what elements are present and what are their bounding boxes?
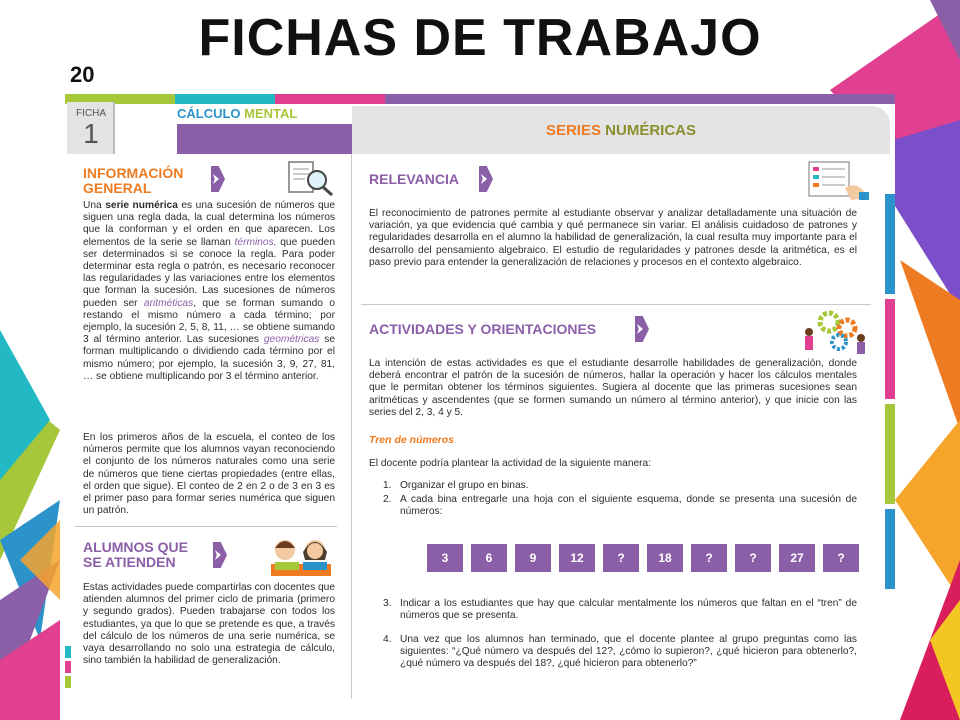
train-car: ? bbox=[691, 544, 727, 572]
relevancia-heading: RELEVANCIA bbox=[369, 171, 459, 187]
tren-subheading: Tren de números bbox=[369, 434, 454, 446]
train-car: 27 bbox=[779, 544, 815, 572]
worksheet-page bbox=[65, 94, 895, 707]
divider bbox=[75, 526, 337, 527]
chevron-right-icon bbox=[213, 542, 227, 568]
chevron-right-icon bbox=[479, 166, 493, 192]
ficha-number: 1 bbox=[83, 118, 99, 149]
color-top-bar bbox=[65, 94, 895, 104]
checklist-hand-icon bbox=[805, 158, 871, 202]
train-car: ? bbox=[823, 544, 859, 572]
left-color-marks bbox=[65, 646, 71, 691]
train-car: ? bbox=[735, 544, 771, 572]
ficha-label: FICHA bbox=[76, 108, 106, 119]
alumnos-text: Estas actividades puede compartirlas con docentes que atienden alumnos del primer ciclo de primaria (primero y segundo grados). Pueden trabajarse con todos los estudiantes, ya que lo que se pretende es que, a través del cálculo de los números de una serie numérica, se vaya desarrollando no solo una estrategia de cálculo, sino también la habilidad de generalización. bbox=[83, 582, 336, 667]
actividades-intro: El docente podría plantear la actividad de la siguiente manera: bbox=[369, 458, 652, 469]
chevron-right-icon bbox=[635, 316, 649, 342]
ficha-badge bbox=[67, 102, 115, 154]
train-car: 6 bbox=[471, 544, 507, 572]
series-title: SERIES NUMÉRICAS bbox=[545, 122, 697, 139]
purple-band bbox=[177, 124, 352, 154]
list-item: 4. Una vez que los alumnos han terminado, que el docente plantee al grupo preguntas como las siguientes: “¿Qué número va después del 12?, ¿cómo lo supieron?, ¿qué hicieron para obtenerlo?, ¿qué número va después del 18?, ¿qué hicieron para obtenerlo?” bbox=[383, 634, 857, 670]
train-car: 12 bbox=[559, 544, 595, 572]
gears-people-icon bbox=[799, 308, 871, 358]
divider bbox=[361, 304, 871, 305]
info-heading: INFORMACIÓN GENERAL bbox=[83, 165, 184, 196]
slide-title: FICHAS DE TRABAJO bbox=[198, 9, 762, 67]
info-paragraph-1: Una serie numérica es una sucesión de números que siguen una regla dada, la cual determina los números que la conforman y el orden en que aparecen. Los elementos de la serie se llaman términos, que pueden ser determinados si se conoce la regla. Para poder determinar esta regla o patrón, es necesario reconocer las regularidades y las variaciones entre los elementos que forman la sucesión. Las sucesiones de números pueden ser aritméticas, que se forman sumando o restando el mismo número a cada término; por ejemplo, la sucesión 2, 5, 8, 11, … se obtiene sumando 3 al término anterior. Las sucesiones geométricas se forman multiplicando o dividiendo cada término por el mismo número; por ejemplo, la sucesión 3, 9, 27, 81, … se obtiene multiplicando por 3 el término anterior. bbox=[83, 200, 336, 382]
train-car: 18 bbox=[647, 544, 683, 572]
right-color-tabs bbox=[885, 194, 895, 594]
list-item: 2. A cada bina entregarle una hoja con el siguiente esquema, donde se presenta una sucesión de números: bbox=[383, 494, 857, 518]
relevancia-text: El reconocimiento de patrones permite al estudiante observar y analizar detalladamente una situación de variación, ya que evidencia qué cambia y qué permanece sin variar. El análisis cuidadoso de patrones y regularidades desarrolla en el alumno la habilidad de generalización, la cual resulta muy importante para el desarrollo del pensamiento algebraico. El estudio de regularidades y patrones desde la aritmética, es el paso previo para entender la generalización de relaciones y procesos en el contexto algebraico. bbox=[369, 208, 857, 268]
slide-number: 20 bbox=[70, 62, 95, 87]
students-reading-icon bbox=[265, 534, 337, 578]
chevron-right-icon bbox=[211, 166, 225, 192]
actividades-heading: ACTIVIDADES Y ORIENTACIONES bbox=[369, 321, 597, 337]
number-train bbox=[427, 544, 859, 572]
list-item: 1. Organizar el grupo en binas. bbox=[383, 480, 529, 491]
column-divider bbox=[351, 154, 352, 699]
actividades-text: La intención de estas actividades es que el estudiante desarrolle habilidades de generalización, donde deberá encontrar el patrón de la sucesión de números, hallar la operación y hacer los cálculos mentales que le permitan obtener los términos siguientes. Sugiera al docente que las primeras sucesiones sean aritméticas y ascendentes (que se formen sumando un número al término anterior), y que inicie con las series del 2, 3, 4 y 5. bbox=[369, 358, 857, 418]
train-car: 3 bbox=[427, 544, 463, 572]
train-car: ? bbox=[603, 544, 639, 572]
info-paragraph-2: En los primeros años de la escuela, el conteo de los números permite que los alumnos vayan reconociendo el conjunto de los números naturales como una serie de números que tiene ciertas propiedades (entre ellas, el orden que sigue). El conteo de 2 en 2 o de 3 en 3 es el primer paso para formar series numérica que siguen un patrón. bbox=[83, 432, 335, 517]
calculo-mental-title: CÁLCULO MENTAL bbox=[177, 106, 298, 121]
magnifier-document-icon bbox=[285, 158, 335, 198]
train-car: 9 bbox=[515, 544, 551, 572]
alumnos-heading: ALUMNOS QUE SE ATIENDEN bbox=[83, 539, 188, 570]
list-item: 3. Indicar a los estudiantes que hay que calcular mentalmente los números que faltan en el “tren” de números que se presenta. bbox=[383, 598, 857, 622]
